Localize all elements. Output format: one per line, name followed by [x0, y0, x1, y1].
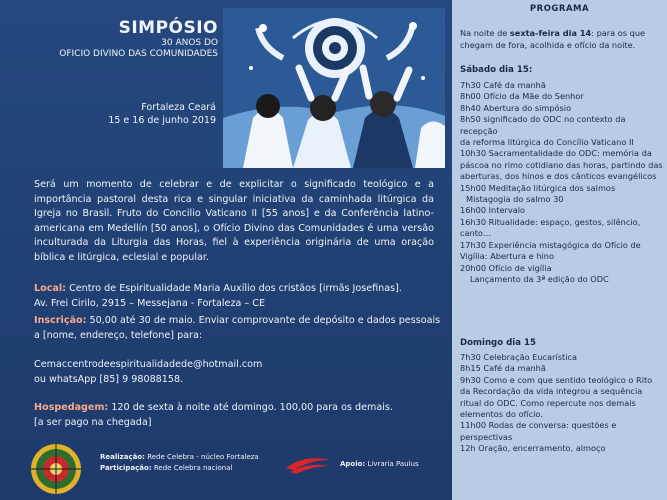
- local-block: [34, 282, 444, 311]
- apoio-label: Apoio:: [340, 460, 366, 468]
- list-item: 7h30 Celebração Eucarística: [460, 352, 577, 362]
- local-text: Centro de Espiritualidade Maria Auxílio dos cristãos [irmãs Josefinas].: [69, 283, 402, 294]
- intro-bold: sexta-feira dia 14: [509, 28, 592, 38]
- subtitle-line-2: OFICIO DIVINO DAS COMUNIDADES: [59, 49, 218, 59]
- local-label: Local:: [34, 283, 66, 294]
- apoio: [340, 460, 419, 468]
- inscricao-label: Inscrição:: [34, 315, 87, 326]
- inscricao-text: 50,00 até 30 de maio. Enviar comprovante de depósito e dados pessoais a [nome, endereço, telefone] para:: [34, 315, 441, 341]
- contact-email[interactable]: Cemaccentrodeespiritualidadede@hotmail.com: [34, 359, 263, 370]
- participacao-label: Participação:: [100, 464, 152, 472]
- list-item: 8h00 Ofício da Mãe do Senhor: [460, 91, 584, 102]
- hospedagem-text: 120 de sexta à noite até domingo. 100,00 para os demais.: [111, 402, 393, 413]
- contact-whatsapp: ou whatsApp [85] 9 98088158.: [34, 373, 184, 385]
- programa-intro: [460, 27, 663, 51]
- domingo-heading: Domingo dia 15: [460, 338, 536, 348]
- intro-pre: Na noite de: [460, 28, 510, 38]
- list-item: 15h00 Meditação litúrgica dos salmos: [460, 182, 616, 193]
- participacao-text: Rede Celebra nacional: [153, 464, 233, 472]
- intro-paragraph: Será um momento de celebrar e de explicitar o significado teológico e a importância pastoral desta rica e singular iniciativa da caminhada litúrgica da Igreja no Brasil. Fruto do Concilio Vaticano II [55 anos] e da Conferência latino-americana em Medellín [50 anos], o Ofício Divino das Comunidades é uma versão inculturada da Liturgia das Horas, fiel à experiência originária de uma oração bíblica e litúrgica, eclesial e popular.: [34, 179, 434, 263]
- list-item: 17h30 Experiência mistagógica do Ofício de Vigília: Abertura e hino: [460, 239, 641, 262]
- hospedagem-block: [34, 401, 444, 430]
- list-item: 12h Oração, encerramento, almoço: [460, 443, 606, 454]
- programa-title: PROGRAMA: [529, 4, 590, 14]
- people-praying-illustration: [223, 8, 445, 168]
- list-item: 20h00 Ofício de vigília: [460, 262, 552, 273]
- credits: [100, 452, 259, 474]
- list-item: Lançamento da 3ª edição do ODC: [470, 273, 609, 284]
- rede-celebra-logo: [30, 443, 82, 495]
- list-item: 8h15 Café da manhã: [460, 363, 546, 374]
- list-item: 7h30 Café da manhã: [460, 80, 546, 90]
- list-item: 10h30 Sacramentalidade do ODC: memória da páscoa no rimo cotidiano das horas, partindo das aberturas, dos hinos e dos cânticos evangélicos: [460, 148, 663, 182]
- programa-panel: [452, 0, 667, 500]
- list-item: da reforma litúrgica do Concílio Vaticano II: [460, 137, 634, 148]
- hospedagem-label: Hospedagem:: [34, 402, 109, 413]
- title-block: [59, 18, 218, 60]
- list-item: 9h30 Como e com que sentido teológico o Rito da Recordação da vida integrou a sequência ritual do ODC. Como repercute nos demais elementos do ofício.: [460, 374, 653, 420]
- list-item: Mistagogia do salmo 30: [466, 194, 564, 205]
- subtitle-line-1: 30 ANOS DO: [161, 38, 218, 48]
- event-dates: 15 e 16 de junho 2019: [108, 115, 216, 126]
- event-place-date: [108, 101, 216, 127]
- sabado-heading: Sábado dia 15:: [460, 65, 533, 75]
- hospedagem-note: [a ser pago na chegada]: [34, 416, 152, 428]
- intro-post: : para os que chegam de fora, acolhida e ofício da noite.: [460, 28, 646, 50]
- paulus-logo: [284, 452, 332, 476]
- realizacao-text: Rede Celebra - núcleo Fortaleza: [147, 453, 259, 461]
- sabado-list: [460, 80, 663, 285]
- apoio-text: Livraria Paulus: [367, 460, 419, 468]
- list-item: 8h40 Abertura do simpósio: [460, 102, 572, 113]
- inscricao-block: [34, 314, 444, 343]
- list-item: 16h00 Intervalo: [460, 205, 525, 216]
- list-item: 8h50 significado do ODC no contexto da recepção: [460, 114, 626, 136]
- realizacao-label: Realização:: [100, 453, 145, 461]
- domingo-list: [460, 352, 663, 455]
- page-title: SIMPÓSIO: [118, 18, 218, 38]
- list-item: 11h00 Rodas de conversa: questões e perspectivas: [460, 420, 617, 442]
- list-item: 16h30 Ritualidade: espaço, gestos, silêncio, canto…: [460, 216, 641, 239]
- local-address: Av. Frei Cirilo, 2915 – Messejana - Fortaleza – CE: [34, 297, 266, 309]
- contact-block: [34, 358, 444, 387]
- event-city: Fortaleza Ceará: [141, 102, 216, 113]
